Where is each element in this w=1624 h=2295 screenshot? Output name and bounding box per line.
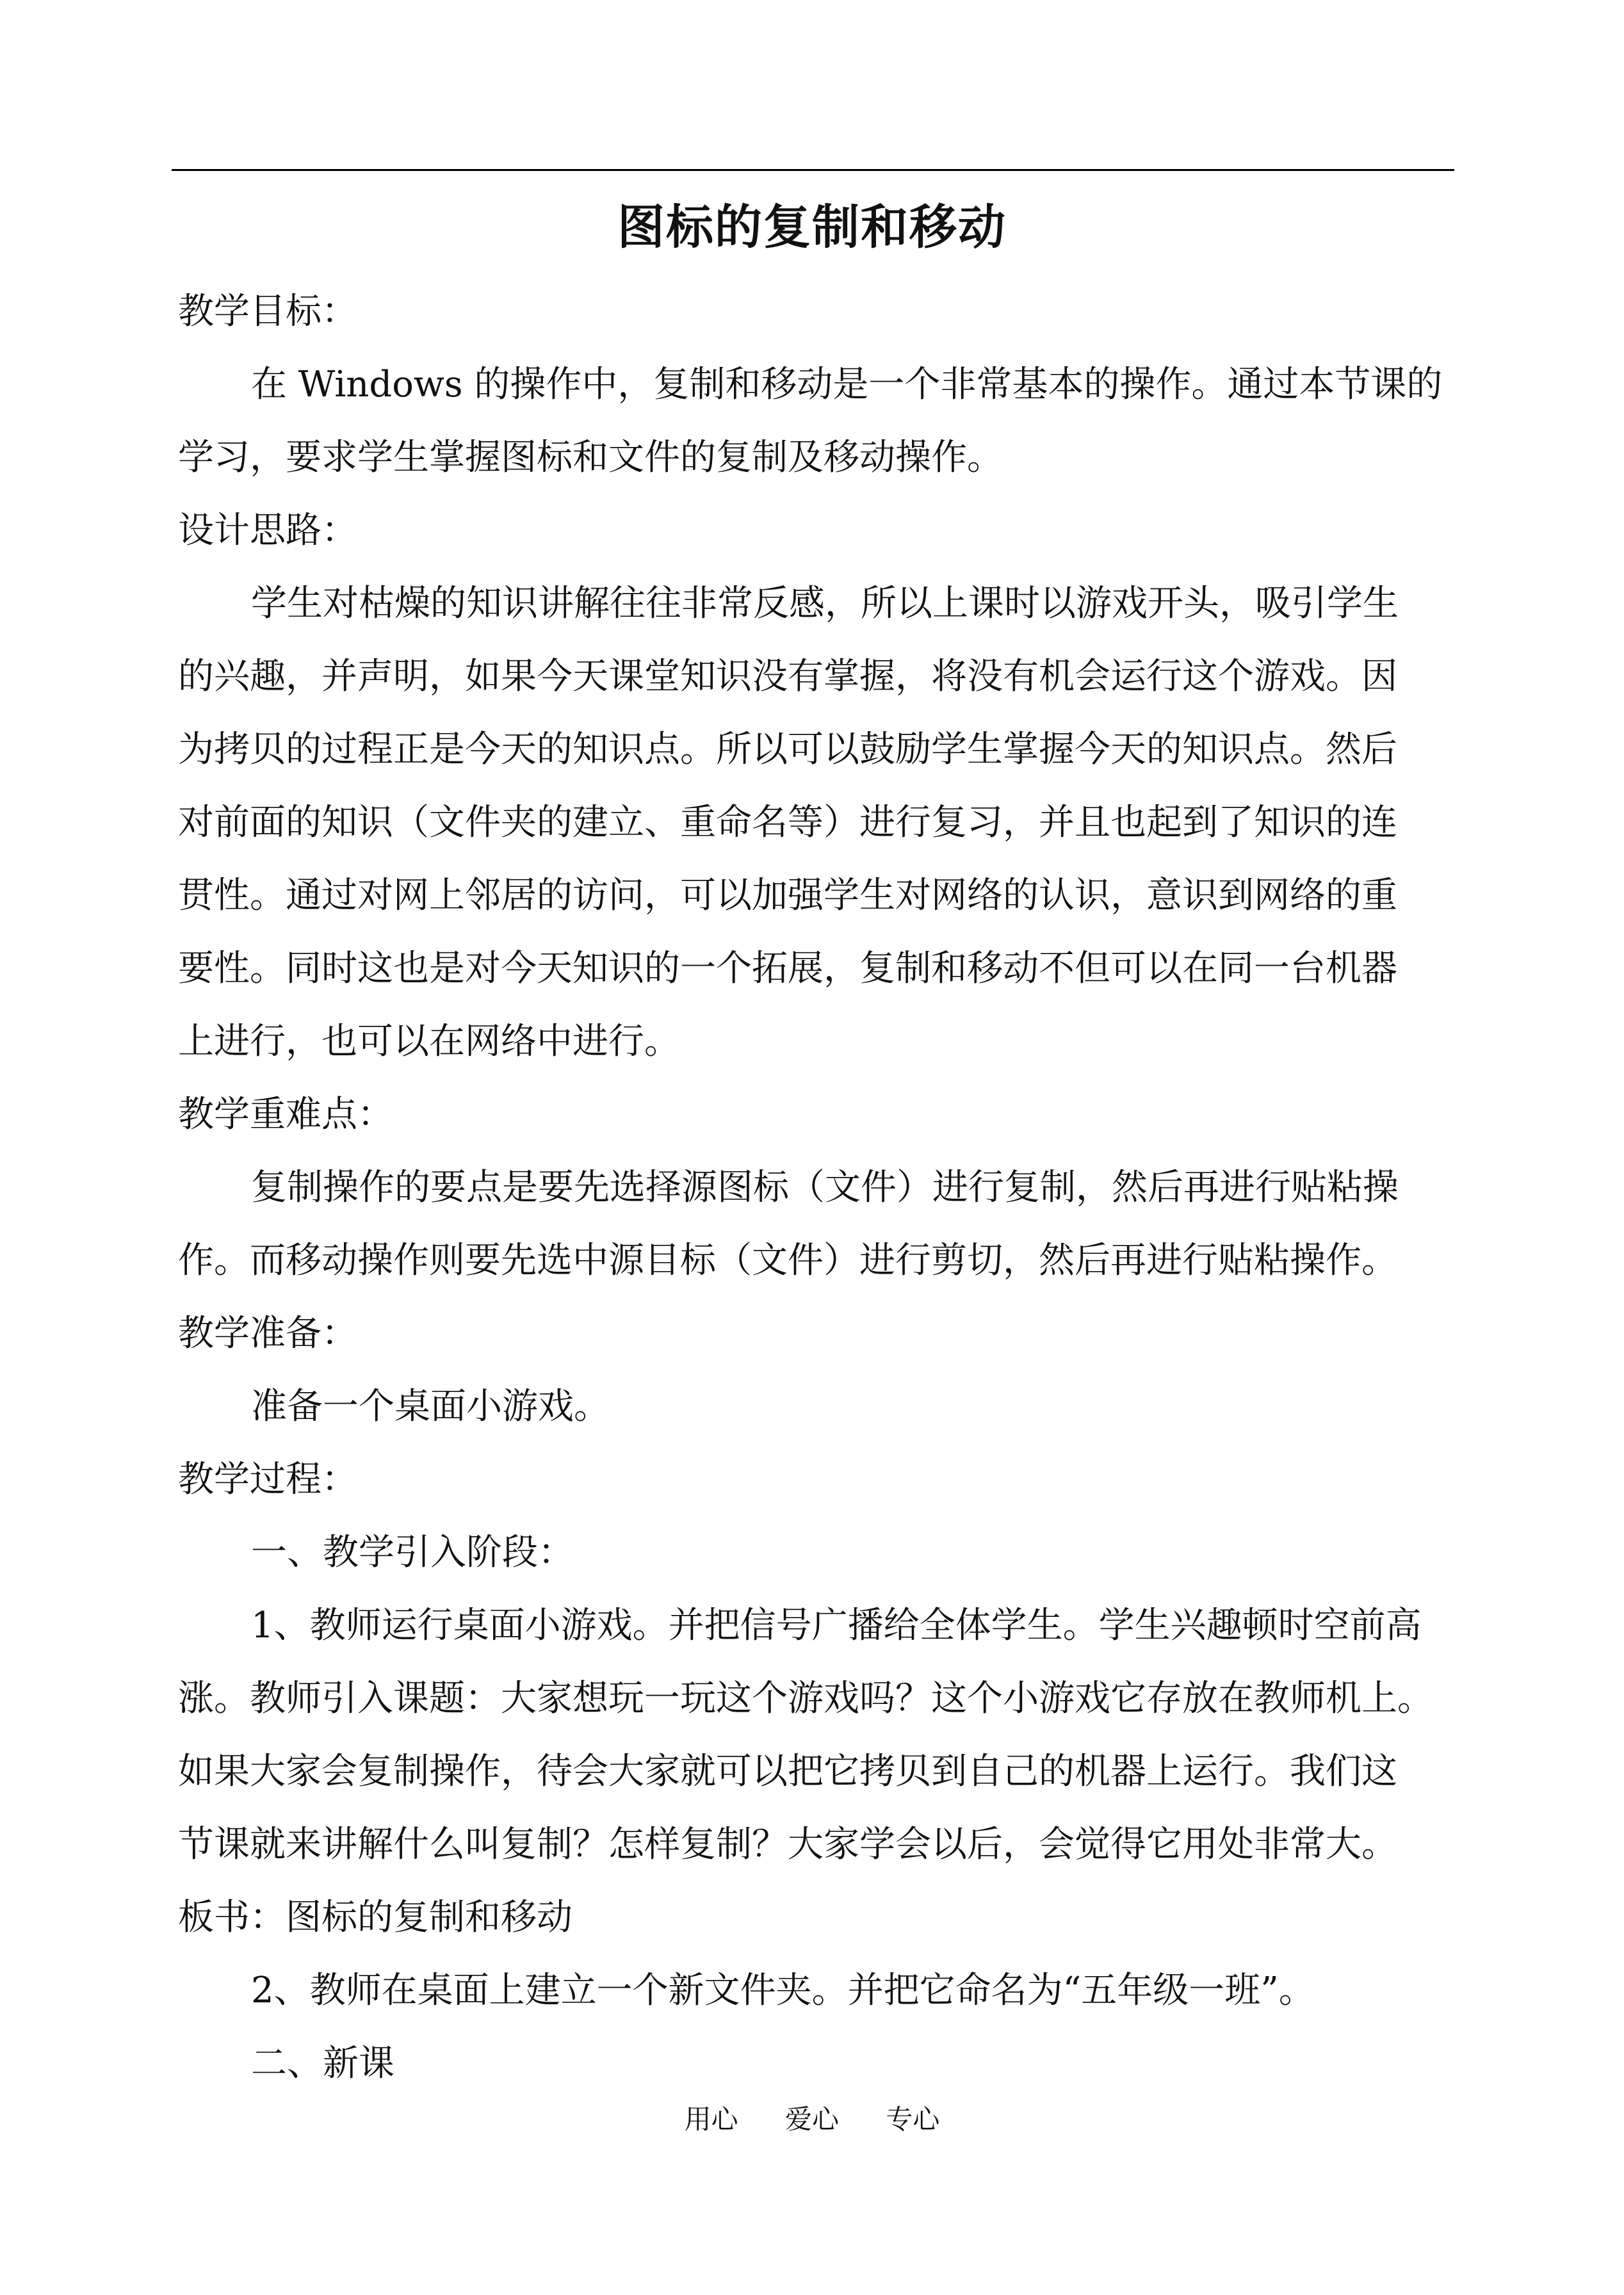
- text-line: 为拷贝的过程正是今天的知识点。所以可以鼓励学生掌握今天的知识点。然后: [178, 729, 1397, 770]
- text-line: 复制操作的要点是要先选择源图标（文件）进行复制，然后再进行贴粘操: [251, 1167, 1399, 1208]
- text-line: 一、教学引入阶段：: [251, 1532, 574, 1573]
- footer-item: 爱心: [784, 2104, 839, 2135]
- text-line: 教学过程：: [178, 1459, 357, 1500]
- document-body: [178, 275, 1452, 2100]
- text-line: 准备一个桌面小游戏。: [251, 1386, 610, 1427]
- text-line: 教学重难点：: [178, 1094, 393, 1135]
- text-line: 涨。教师引入课题：大家想玩一玩这个游戏吗？这个小游戏它存放在教师机上。: [178, 1678, 1433, 1719]
- text-line: 学生对枯燥的知识讲解往往非常反感，所以上课时以游戏开头，吸引学生: [251, 583, 1399, 624]
- footer-item: 用心: [684, 2104, 738, 2135]
- header-rule: [172, 169, 1454, 171]
- page-title: 图标的复制和移动: [617, 200, 1007, 255]
- text-line: 教学准备：: [178, 1313, 357, 1354]
- text-line: 对前面的知识（文件夹的建立、重命名等）进行复习，并且也起到了知识的连: [178, 802, 1397, 843]
- text-line: 设计思路：: [178, 510, 357, 551]
- text-line: 上进行，也可以在网络中进行。: [178, 1021, 680, 1062]
- text-line: 板书：图标的复制和移动: [178, 1897, 572, 1938]
- text-line: 节课就来讲解什么叫复制？怎样复制？大家学会以后，会觉得它用处非常大。: [178, 1824, 1397, 1865]
- text-line: 二、新课: [251, 2043, 394, 2084]
- text-line: 1、教师运行桌面小游戏。并把信号广播给全体学生。学生兴趣顿时空前高: [251, 1605, 1422, 1646]
- text-line: 教学目标：: [178, 291, 357, 332]
- text-line: 如果大家会复制操作，待会大家就可以把它拷贝到自己的机器上运行。我们这: [178, 1751, 1397, 1792]
- text-line: 在 Windows 的操作中，复制和移动是一个非常基本的操作。通过本节课的: [251, 364, 1443, 405]
- text-line: 贯性。通过对网上邻居的访问，可以加强学生对网络的认识，意识到网络的重: [178, 875, 1397, 916]
- text-line: 学习，要求学生掌握图标和文件的复制及移动操作。: [178, 437, 1003, 478]
- footer-item: 专心: [886, 2104, 940, 2135]
- page-footer: [0, 2097, 1624, 2142]
- text-line: 的兴趣，并声明，如果今天课堂知识没有掌握，将没有机会运行这个游戏。因: [178, 656, 1397, 697]
- text-line: 作。而移动操作则要先选中源目标（文件）进行剪切，然后再进行贴粘操作。: [178, 1240, 1397, 1281]
- text-line: 2、教师在桌面上建立一个新文件夹。并把它命名为“五年级一班”。: [251, 1970, 1315, 2011]
- text-line: 要性。同时这也是对今天知识的一个拓展，复制和移动不但可以在同一台机器: [178, 948, 1397, 989]
